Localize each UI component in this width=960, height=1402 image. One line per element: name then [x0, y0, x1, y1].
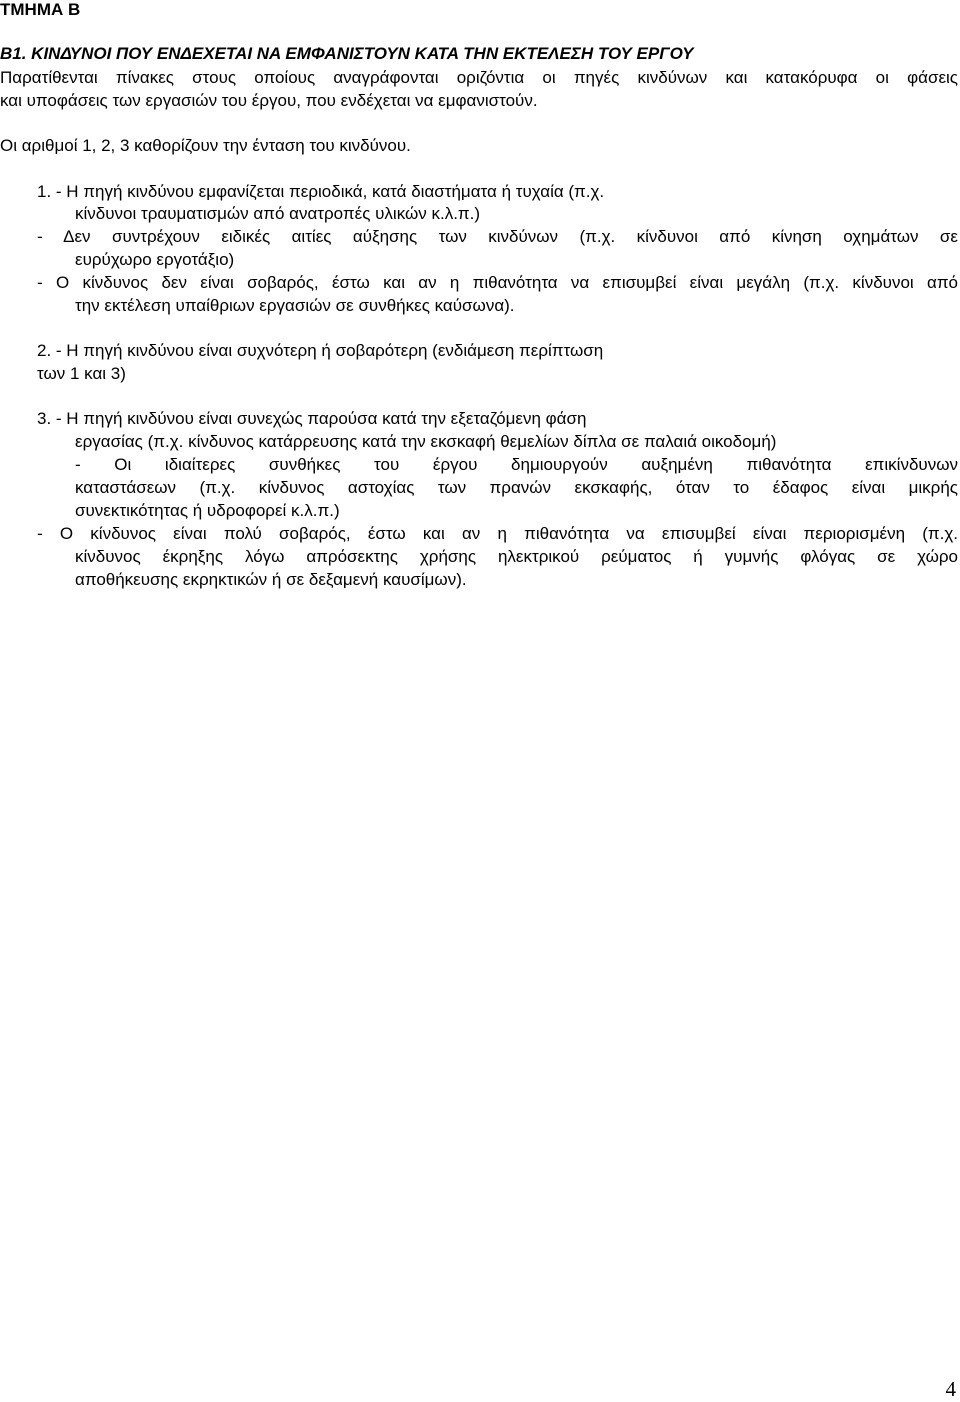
level1-line-6: την εκτέλεση υπαίθριων εργασιών σε συνθήκες καύσωνα).	[75, 296, 515, 315]
intro-line-1: Παρατίθενται πίνακες στους οποίους αναγράφονται οριζόντια οι πηγές κινδύνων και κατακόρυφα οι φάσεις	[0, 68, 958, 87]
level3-line-6: - Ο κίνδυνος είναι πολύ σοβαρός, έστω και αν η πιθανότητα να επισυμβεί είναι περιορισμένη (π.χ.	[37, 524, 958, 543]
heading: Β1. ΚΙΝΔΥΝΟΙ ΠΟΥ ΕΝΔΕΧΕΤΑΙ ΝΑ ΕΜΦΑΝΙΣΤΟΥΝ ΚΑΤΑ ΤΗΝ ΕΚΤΕΛΕΣΗ ΤΟΥ ΕΡΓΟΥ	[0, 44, 694, 63]
level3-line-7: κίνδυνος έκρηξης λόγω απρόσεκτης χρήσης ηλεκτρικού ρεύματος ή γυμνής φλόγας σε χώρο	[75, 547, 958, 566]
level1-line-3: - Δεν συντρέχουν ειδικές αιτίες αύξησης των κινδύνων (π.χ. κίνδυνοι από κίνηση οχημάτων σε	[37, 227, 958, 246]
level3-line-5: συνεκτικότητας ή υδροφορεί κ.λ.π.)	[75, 501, 340, 520]
scale-note: Οι αριθμοί 1, 2, 3 καθορίζουν την ένταση του κινδύνου.	[0, 136, 411, 155]
intro-line-2: και υποφάσεις των εργασιών του έργου, που ενδέχεται να εμφανιστούν.	[0, 91, 538, 110]
level3-line-1: 3. - Η πηγή κινδύνου είναι συνεχώς παρούσα κατά την εξεταζόμενη φάση	[37, 409, 587, 428]
level1-line-5: - Ο κίνδυνος δεν είναι σοβαρός, έστω και αν η πιθανότητα να επισυμβεί είναι μεγάλη (π.χ. κίνδυνοι από	[37, 273, 958, 292]
level3-line-3: - Οι ιδιαίτερες συνθήκες του έργου δημιουργούν αυξημένη πιθανότητα επικίνδυνων	[75, 455, 958, 474]
section-title: ΤΜΗΜΑ Β	[0, 0, 81, 19]
level3-line-8: αποθήκευσης εκρηκτικών ή σε δεξαμενή καυσίμων).	[75, 570, 467, 589]
level3-line-2: εργασίας (π.χ. κίνδυνος κατάρρευσης κατά την εκσκαφή θεμελίων δίπλα σε παλαιά οικοδομή)	[75, 432, 777, 451]
level1-line-4: ευρύχωρο εργοτάξιο)	[75, 250, 235, 269]
page-number: 4	[945, 1377, 956, 1401]
level2-line-1: 2. - Η πηγή κινδύνου είναι συχνότερη ή σοβαρότερη (ενδιάμεση περίπτωση	[37, 341, 604, 360]
level2-line-2: των 1 και 3)	[37, 364, 126, 383]
level1-line-2: κίνδυνοι τραυματισμών από ανατροπές υλικών κ.λ.π.)	[75, 204, 481, 223]
level3-line-4: καταστάσεων (π.χ. κίνδυνος αστοχίας των πρανών εκσκαφής, όταν το έδαφος είναι μικρής	[75, 478, 958, 497]
level1-line-1: 1. - Η πηγή κινδύνου εμφανίζεται περιοδικά, κατά διαστήματα ή τυχαία (π.χ.	[37, 182, 605, 201]
